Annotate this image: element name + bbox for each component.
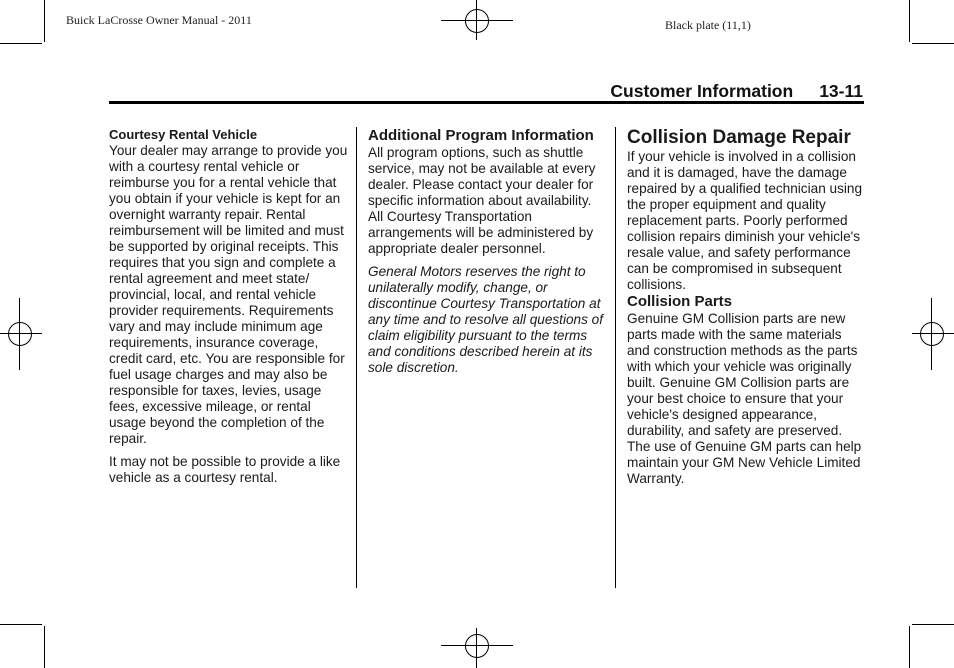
section-title-heading: Collision Damage Repair: [627, 127, 851, 148]
page-number: 13-11: [819, 81, 863, 101]
paragraph: If your vehicle is involved in a collision and it is damaged, have the damage repaired by a qualified technician using the proper equipment and quality replacement parts. Poorly performed collision repairs diminish your vehicle's resale value, and safety performance can be compromised in subsequent collisions.: [627, 149, 863, 292]
column-courtesy-rental: [109, 127, 349, 486]
column-collision-repair: [627, 127, 867, 487]
crop-mark: [44, 626, 45, 668]
section-heading: Additional Program Information: [368, 127, 594, 144]
running-head: [610, 81, 863, 102]
subsection-heading: Collision Parts: [627, 293, 733, 310]
paragraph: It may not be possible to provide a like vehicle as a courtesy rental.: [109, 454, 341, 485]
section-title: Customer Information: [610, 81, 794, 101]
crop-mark: [44, 0, 45, 42]
paragraph: Genuine GM Collision parts are new parts made with the same materials and construction methods as the parts with which your vehicle was originally built. Genuine GM Collision parts are your best choice to ensure that your vehicle's designed appearance, durability, and safety are preserved. The use of Genuine GM parts can help maintain your GM New Vehicle Limited Warranty.: [627, 311, 862, 486]
paragraph: Your dealer may arrange to provide you with a courtesy rental vehicle or reimburse you for a rental vehicle that you obtain if your vehicle is kept for an overnight warranty repair. Rental reimbursement will be limited and must be supported by original receipts. This requires that you sign and complete a rental agreement and meet state/ provincial, local, and rental vehicle provider requirements. Requirements vary and may include minimum age requirements, insurance coverage, credit card, etc. You are responsible for fuel usage charges and may also be responsible for taxes, levies, usage fees, excessive mileage, or rental usage beyond the completion of the repair.: [109, 143, 348, 446]
column-divider: [615, 127, 616, 588]
header-rule: [109, 101, 864, 104]
paragraph: All program options, such as shuttle service, may not be available at every dealer. Please contact your dealer for specific information about availability. All Courtesy Transportation arrangements will be administered by appropriate dealer personnel.: [368, 145, 596, 256]
crop-mark: [0, 43, 42, 44]
crop-mark: [0, 624, 42, 625]
crop-mark: [909, 0, 910, 42]
column-divider: [356, 127, 357, 588]
crop-mark: [909, 626, 910, 668]
disclaimer-paragraph: General Motors reserves the right to unilaterally modify, change, or discontinue Courtesy Transportation at any time and to resolve all questions of claim eligibility pursuant to the terms and conditions described herein at its sole discretion.: [368, 264, 604, 375]
document-title: Buick LaCrosse Owner Manual - 2011: [66, 13, 252, 27]
crop-mark: [912, 43, 954, 44]
column-additional-program: [368, 127, 604, 376]
crop-mark: [912, 624, 954, 625]
plate-info: Black plate (11,1): [665, 18, 751, 32]
section-heading: Courtesy Rental Vehicle: [109, 127, 258, 142]
